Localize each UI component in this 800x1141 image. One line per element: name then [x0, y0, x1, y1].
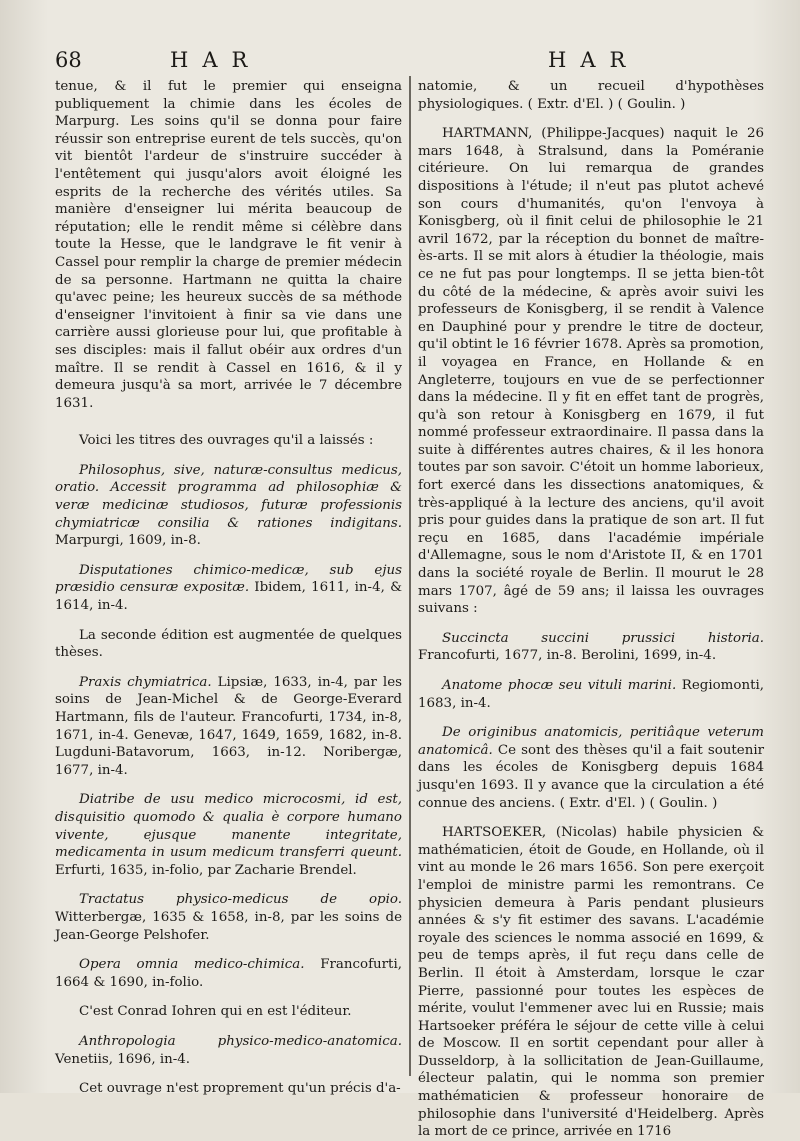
work-title: Anthropologia physico-medico-anatomica.: [79, 1033, 402, 1049]
running-head-left: HAR: [170, 48, 262, 72]
work-title: Anatome phocæ seu vituli marini.: [442, 678, 677, 693]
work-title: Disputationes chimico-medicæ, sub ejus præsidio censuræ expositæ.: [55, 562, 402, 596]
page-header: [0, 44, 800, 74]
paragraph: Cet ouvrage n'est proprement qu'un précis d'a-: [79, 1081, 401, 1097]
work-entry: [55, 891, 402, 944]
work-title: Diatribe de usu medico microcosmi, id est, disquisitio quomodo & qualia è corpore humano vivente, ejusque manente integritate, medicamenta in usum medicum transferri queunt.: [55, 792, 402, 861]
work-details: Marpurgi, 1609, in-8.: [55, 533, 201, 549]
paragraph: C'est Conrad Iohren qui en est l'éditeur.: [79, 1004, 352, 1020]
work-title: De originibus anatomicis, peritiâque veterum anatomicâ.: [418, 725, 764, 758]
work-title: Succincta succini prussici historia.: [442, 630, 764, 646]
page-number: 68: [55, 48, 82, 72]
work-title: Opera omnia medico-chimica.: [79, 957, 305, 973]
paragraph: tenue, & il fut le premier qui enseigna publiquement la chimie dans les écoles de Marpurg. Les soins qu'il se donna pour faire réussir son entreprise eurent de tels succès, qu'on vit bientôt l'ardeur de s'instruire succéder à l'entêtement qui jusqu'alors avoit éloigné les esprits de la recherche des vérités utiles. Sa manière d'enseigner lui mérita beaucoup de réputation; elle le rendit même si célèbre dans toute la Hesse, que le landgrave le fit venir à Cassel pour remplir la charge de premier médecin de sa personne. Hartmann ne quitta la chaire qu'avec peine; les heureux succès de sa méthode d'enseigner l'invitoient à finir sa vie dans une carrière aussi glorieuse pour lui, que profitable à ses disciples: mais il fallut obéir aux ordres d'un maître. Il se rendit à Cassel en 1616, & il y demeura jusqu'à sa mort, arrivée le 7 décembre 1631.: [55, 79, 402, 411]
work-title: Philosophus, sive, naturæ-consultus medicus, oratio. Accessit programma ad philosophiæ & veræ medicinæ studiosos, futuræ professionis chymiatricæ consilia & rationes indigitans.: [55, 462, 402, 531]
running-head-right: HAR: [548, 48, 640, 72]
work-details: Ibidem, 1611, in-4, & 1614, in-4.: [55, 580, 402, 614]
work-details: Francofurti, 1677, in-8. Berolini, 1699, in-4.: [418, 648, 717, 664]
work-entry: [418, 630, 764, 665]
work-details: Witterbergæ, 1635 & 1658, in-8, par les soins de Jean-George Pelshofer.: [55, 909, 402, 943]
paragraph: Voici les titres des ouvrages qu'il a laissés :: [79, 433, 374, 449]
right-column: [418, 78, 764, 1141]
work-entry: [55, 791, 402, 879]
column-divider: [409, 76, 411, 1076]
work-entry: [418, 677, 764, 712]
work-entry: [55, 1033, 402, 1068]
work-details: Erfurti, 1635, in-folio, par Zacharie Brendel.: [55, 862, 357, 878]
work-entry: [55, 674, 402, 780]
work-details: Lipsiæ, 1633, in-4, par les soins de Jean-Michel & de George-Everard Hartmann, fils de l'auteur. Francofurti, 1734, in-8, 1671, in-4. Genevæ, 1647, 1649, 1659, 1682, in-8. Lugduni-Batavorum, 1663, in-12. Noribergæ, 1677, in-4.: [55, 674, 402, 778]
paragraph: La seconde édition est augmentée de quelques thèses.: [55, 627, 402, 661]
work-details: Regiomonti, 1683, in-4.: [418, 678, 764, 711]
work-details: Venetiis, 1696, in-4.: [55, 1051, 191, 1067]
work-title: Tractatus physico-medicus de opio.: [79, 892, 402, 908]
left-column: [55, 78, 402, 1098]
work-entry: [418, 724, 764, 812]
paragraph: natomie, & un recueil d'hypothèses physiologiques. ( Extr. d'El. ) ( Goulin. ): [418, 79, 764, 112]
work-title: Praxis chymiatrica.: [79, 674, 212, 690]
work-details: Ce sont des thèses qu'il a fait soutenir dans les écoles de Konisgberg depuis 1684 jusqu'en 1693. Il y avance que la circulation a été connue des anciens. ( Extr. d'El. ) ( Goulin. ): [418, 742, 764, 811]
work-entry: [55, 956, 402, 991]
work-entry: [55, 562, 402, 615]
biography-hartmann: HARTMANN, (Philippe-Jacques) naquit le 26 mars 1648, à Stralsund, dans la Poméranie citérieure. On lui remarqua de grandes dispositions à l'étude; il n'eut pas plutot achevé son cours d'humanités, qu'on l'envoya à Konisgberg, où il finit celui de philosophie le 21 avril 1672, par la réception du bonnet de maître-ès-arts. Il se mit alors à étudier la théologie, mais ce ne fut pas pour longtemps. Il se jetta bien-tôt du côté de la médecine, & après avoir suivi les professeurs de Konisgberg, il se rendit à Valence en Dauphiné pour y prendre le titre de docteur, qu'il obtint le 16 février 1678. Après sa promotion, il voyagea en France, en Hollande & en Angleterre, toujours en vue de se perfectionner dans la médecine. Il y fit en effet tant de progrès, qu'à son retour à Konisgberg en 1679, il fut nommé professeur extraordinaire. Il passa dans la suite à différentes autres chaires, & il les honora toutes par son savoir. C'étoit un homme laborieux, fort exercé dans les dissections anatomiques, & très-appliqué à la lecture des anciens, qu'il avoit pris pour guides dans la pratique de son art. Il fut reçu en 1685, dans l'académie impériale d'Allemagne, sous le nom d'Aristote II, & en 1701 dans la société royale de Berlin. Il mourut le 28 mars 1707, âgé de 59 ans; il laissa les ouvrages suivans :: [418, 126, 764, 617]
work-entry: [55, 462, 402, 550]
work-details: Francofurti, 1664 & 1690, in-folio.: [55, 957, 402, 990]
biography-hartsoeker: HARTSOEKER, (Nicolas) habile physicien & mathématicien, étoit de Goude, en Hollande, où il vint au monde le 26 mars 1656. Son pere exerçoit l'emploi de ministre parmi les remontrans. Ce physicien demeura à Paris pendant plusieurs années & s'y fit estimer des savans. L'académie royale des sciences le nomma associé en 1699, & peu de temps après, il fut reçu dans celle de Berlin. Il étoit à Amsterdam, lorsque le czar Pierre, passionné pour toutes les espèces de mérite, voulut l'emmener avec lui en Russie; mais Hartsoeker préféra le séjour de cette ville à celui de Moscow. Il en sortit cependant pour aller à Dusseldorp, à la sollicitation de Jean-Guillaume, électeur palatin, qui le nomma son premier mathématicien & professeur honoraire de philosophie dans l'université d'Heidelberg. Après la mort de ce prince, arrivée en 1716: [418, 825, 764, 1140]
